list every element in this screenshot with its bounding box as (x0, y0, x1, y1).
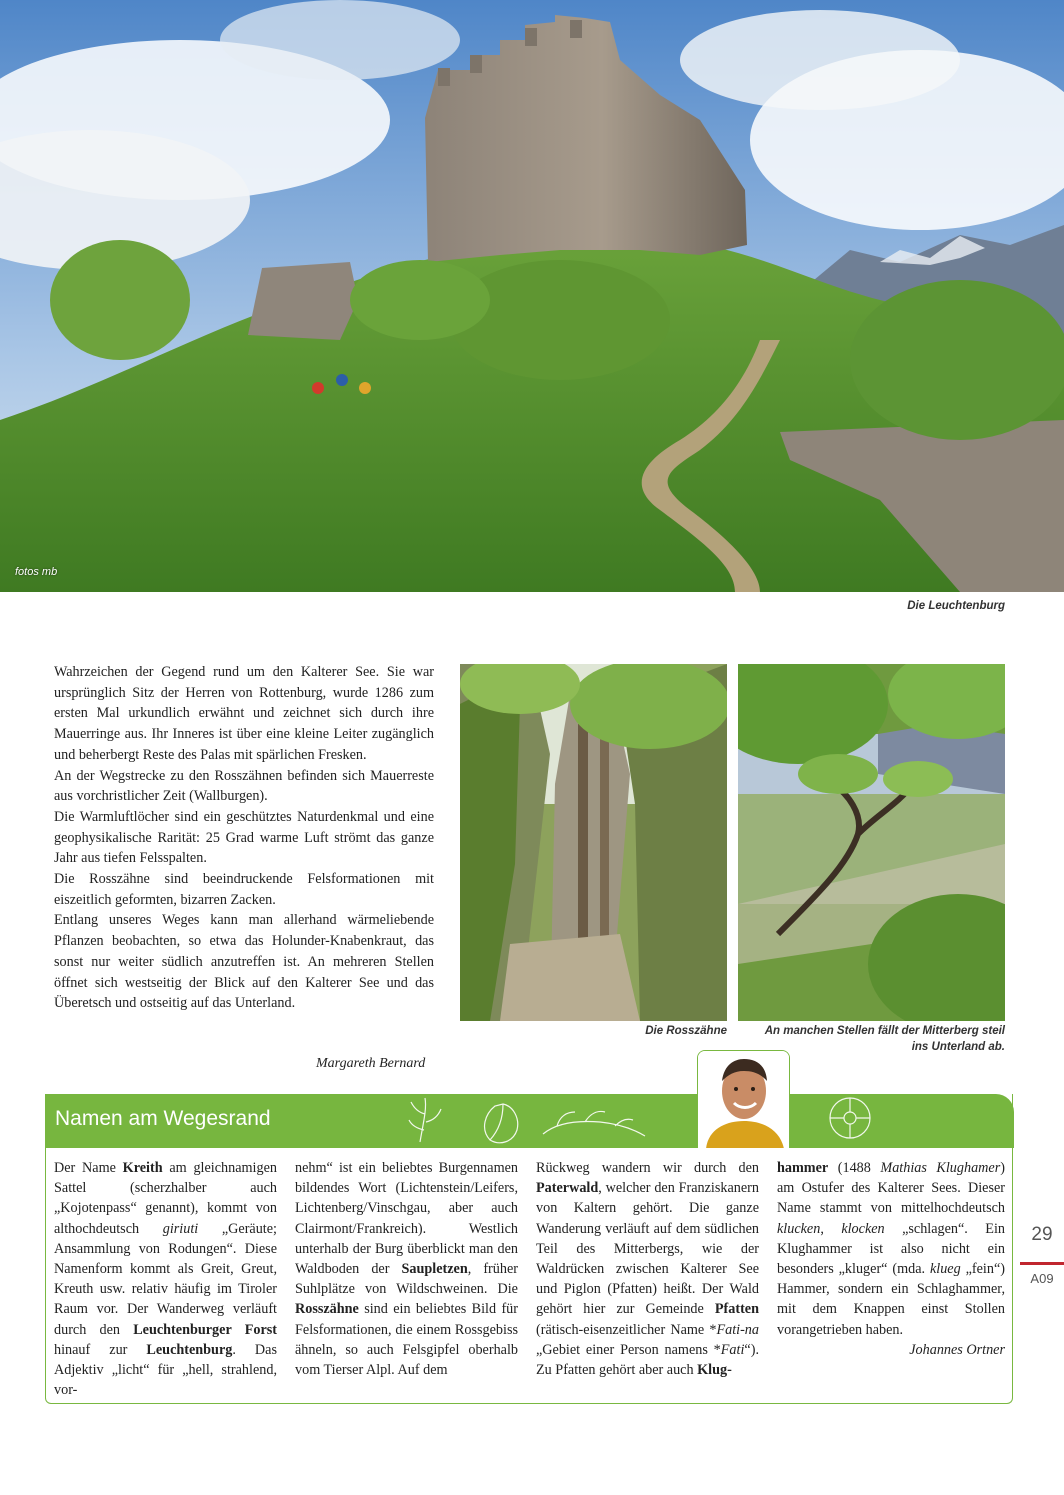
photo-caption-rosszaehne: Die Rosszähne (645, 1025, 727, 1037)
article-paragraph: Die Rosszähne sind beeindruckende Felsformationen mit eiszeitlich geformten, bizarren Zacken. (54, 871, 434, 908)
namen-column-2-text: nehm“ ist ein beliebtes Burgennamen bildendes Wort (Lichtenstein/Leifers, Lichtenberg/Vinschgau, aber auch Clairmont/Frankreich). Westlich unterhalb der Burg überblickt man den Waldboden der Saupletzen, früher Suhlplätze von Wildschweinen. Die Rosszähne sind ein beliebtes Bild für Felsformationen, die einem Rossgebiss ähneln, so auch Felsgipfel oberhalb vom Tierser Alpl. Auf dem (295, 1160, 518, 1379)
page-code: A09 (1030, 1271, 1054, 1286)
namen-column-2 (295, 1158, 518, 1380)
photo-caption-mitterberg-line2: ins Unterland ab. (911, 1041, 1005, 1053)
article-paragraph: Entlang unseres Weges kann man allerhand wärmeliebende Pflanzen beobachten, so etwa das Holunder-Knabenkraut, das sonst nur weiter südlich anzutreffen ist. An mehreren Stellen öffnet sich westseitig der Blick auf den Kalterer See und das Überetsch und ostseitig auf das Unterland. (54, 912, 434, 1012)
namen-box-author: Johannes Ortner (909, 1341, 1005, 1358)
namen-column-4-text: hammer (1488 Mathias Klughamer) am Ostufer des Kalterer Sees. Dieser Name stammt von mittelhochdeutsch klucken, klocken „schlagen“. Ein Klughammer ist also nicht ein besonders „kluger“ (mda. klueg „fein“) Hammer, sondern ein Schlaghammer, mit dem Knappen einst Stollen vorangetrieben haben. (777, 1160, 1005, 1338)
article-paragraph: Wahrzeichen der Gegend rund um den Kalterer See. Sie war ursprünglich Sitz der Herren von Rottenburg, wurde 1286 zum ersten Mal urkundlich erwähnt und zeichnet sich durch ihre Mauerringe aus. Ihr Inneres ist über eine kleine Leiter zugänglich und beherbergt Reste des Palas mit spärlichen Fresken. (54, 664, 434, 763)
photo-rosszaehne (460, 664, 727, 1021)
photo-mitterberg (738, 664, 1005, 1021)
article-paragraph: An der Wegstrecke zu den Rosszähnen befinden sich Mauerreste aus vorchristlicher Zeit (Wallburgen). (54, 767, 434, 805)
namen-column-3-text: Rückweg wandern wir durch den Paterwald, welcher den Franziskanern von Kaltern gehört. Die ganze Wanderung verläuft auf dem südlichen Teil des Mitterbergs, wie der Waldrücken zwischen Kalterer See und Piglon (Pfatten) heißt. Der Wald gehört hier zur Gemeinde Pfatten (rätisch-eisenzeitlicher Name *Fati-na „Gebiet einer Person namens *Fati“). Zu Pfatten gehört aber auch Klug- (536, 1160, 759, 1379)
page-number-rule (1020, 1262, 1064, 1265)
namen-column-4 (777, 1158, 1005, 1360)
photo-caption-mitterberg-line1: An manchen Stellen fällt der Mitterberg steil (764, 1025, 1005, 1037)
namen-column-1-text: Der Name Kreith am gleichnamigen Sattel (scherzhalber auch „Kojotenpass“ genannt), kommt von althochdeutsch giriuti „Geräute; Ansammlung von Rodungen“. Diese Namenform kommt als Greit, Greut, Kreuth usw. relativ häufig im Tiroler Raum vor. Der Wanderweg verläuft durch den Leuchtenburger Forst hinauf zur Leuchtenburg. Das Adjektiv „licht“ für „hell, strahlend, vor- (54, 1160, 277, 1399)
flower-decoration-icon (409, 1098, 870, 1143)
article-author: Margareth Bernard (316, 1056, 426, 1071)
author-portrait (697, 1050, 790, 1148)
namen-column-3 (536, 1158, 759, 1380)
page-number: 29 (1031, 1224, 1053, 1245)
article-paragraph: Die Warmluftlöcher sind ein geschütztes Naturdenkmal und eine geophysikalische Rarität: 25 Grad warme Luft strömt das ganze Jahr aus tiefen Felsspalten. (54, 808, 434, 867)
namen-box-title: Namen am Wegesrand (55, 1107, 271, 1130)
photo-credit: fotos mb (15, 566, 58, 578)
hero-photo-leuchtenburg (0, 0, 1064, 592)
article-text (54, 662, 434, 1014)
hero-caption: Die Leuchtenburg (907, 600, 1005, 612)
namen-column-1 (54, 1158, 277, 1400)
